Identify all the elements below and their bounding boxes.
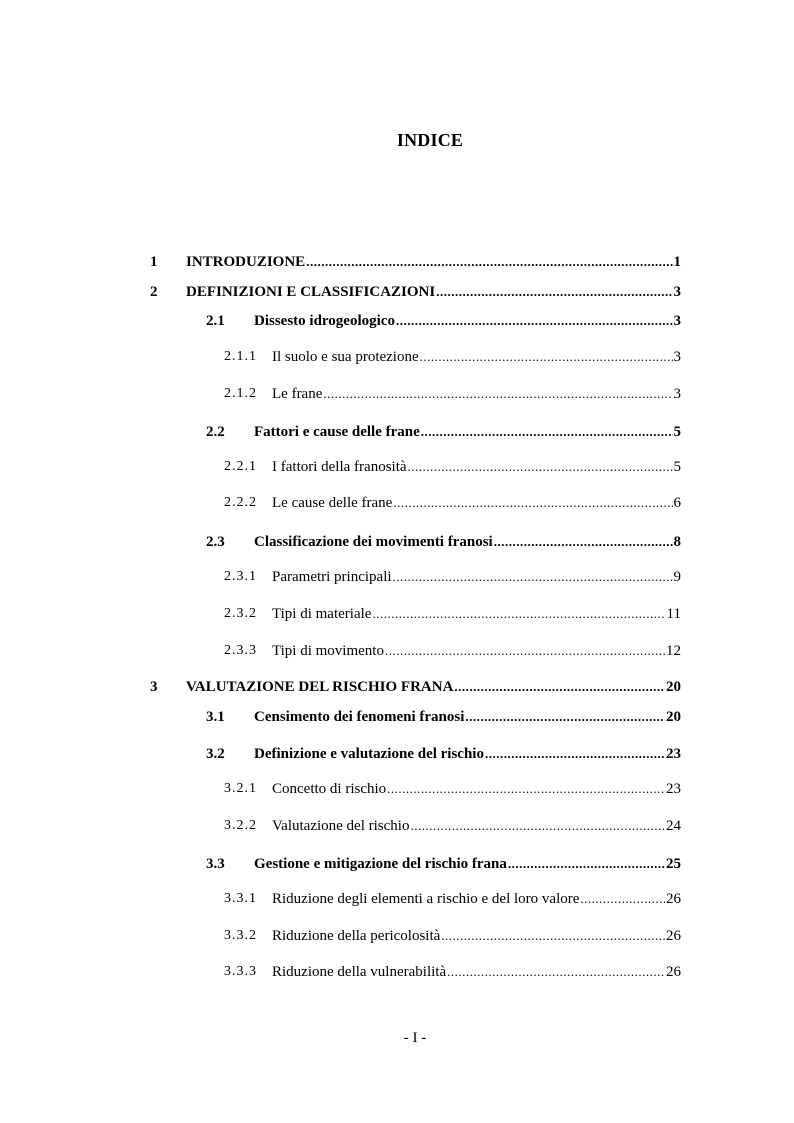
toc-page-number: 12 <box>666 643 681 659</box>
toc-entry-2-2-1[interactable] <box>0 456 794 478</box>
dot-leader <box>387 778 665 800</box>
toc-entry-2-3[interactable] <box>0 531 794 553</box>
toc-label: Riduzione della pericolosità <box>272 928 441 944</box>
toc-number: 3.2.2 <box>224 818 257 833</box>
toc-label: VALUTAZIONE DEL RISCHIO FRANA <box>186 679 454 695</box>
toc-number: 3.1 <box>206 709 225 725</box>
dot-leader <box>396 310 673 332</box>
toc-number: 2.2.1 <box>224 459 257 474</box>
toc-entry-3-3-1[interactable] <box>0 888 794 910</box>
toc-page-number: 24 <box>666 818 681 834</box>
toc-page-number: 11 <box>666 606 681 622</box>
toc-number: 3.3.3 <box>224 964 257 979</box>
toc-entry-2-2[interactable] <box>0 421 794 443</box>
toc-number: 2.1 <box>206 313 225 329</box>
toc-label: Definizione e valutazione del rischio <box>254 746 484 762</box>
toc-number: 2.3.2 <box>224 606 257 621</box>
toc-label: Concetto di rischio <box>272 781 387 797</box>
toc-page-number: 9 <box>673 569 681 585</box>
toc-page-number: 23 <box>666 746 681 762</box>
toc-label: Tipi di materiale <box>272 606 372 622</box>
toc-entry-2-3-2[interactable] <box>0 603 794 625</box>
toc-entry-1[interactable] <box>0 251 794 273</box>
dot-leader <box>485 743 665 765</box>
toc-page-number: 26 <box>666 928 681 944</box>
toc-page-number: 20 <box>666 709 681 725</box>
toc-label: I fattori della franosità <box>272 459 407 475</box>
toc-label: Classificazione dei movimenti franosi <box>254 534 493 550</box>
dot-leader <box>410 815 665 837</box>
toc-number: 2.3.1 <box>224 569 257 584</box>
toc-entry-2-2-2[interactable] <box>0 492 794 514</box>
dot-leader <box>447 961 665 983</box>
toc-entry-3[interactable] <box>0 676 794 698</box>
toc-page-number: 26 <box>666 964 681 980</box>
toc-label: Fattori e cause delle frane <box>254 424 420 440</box>
page-title: INDICE <box>396 130 464 150</box>
toc-label: Tipi di movimento <box>272 643 384 659</box>
toc-label: Gestione e mitigazione del rischio frana <box>254 856 507 872</box>
toc-page-number: 23 <box>666 781 681 797</box>
toc-page-number: 3 <box>673 284 681 300</box>
toc-number: 2.1.1 <box>224 349 257 364</box>
toc-entry-3-2[interactable] <box>0 743 794 765</box>
dot-leader <box>306 251 672 273</box>
toc-page-number: 5 <box>673 459 681 475</box>
toc-label: DEFINIZIONI E CLASSIFICAZIONI <box>186 284 436 300</box>
toc-number: 2.2 <box>206 424 225 440</box>
toc-label: Il suolo e sua protezione <box>272 349 419 365</box>
dot-leader <box>441 925 665 947</box>
toc-entry-3-3-2[interactable] <box>0 925 794 947</box>
toc-label: Le frane <box>272 386 323 402</box>
toc-label: Censimento dei fenomeni franosi <box>254 709 465 725</box>
toc-entry-2-1-1[interactable] <box>0 346 794 368</box>
toc-page-number: 5 <box>673 424 681 440</box>
dot-leader <box>420 346 673 368</box>
toc-entry-3-1[interactable] <box>0 706 794 728</box>
toc-number: 3.3.1 <box>224 891 257 906</box>
toc-entry-3-3[interactable] <box>0 853 794 875</box>
dot-leader <box>465 706 665 728</box>
toc-number: 2.3.3 <box>224 643 257 658</box>
toc-entry-2[interactable] <box>0 281 794 303</box>
toc-entry-2-1[interactable] <box>0 310 794 332</box>
dot-leader <box>580 888 665 910</box>
dot-leader <box>393 566 673 588</box>
toc-page-number: 6 <box>673 495 681 511</box>
dot-leader <box>393 492 672 514</box>
dot-leader <box>436 281 672 303</box>
toc-label: Dissesto idrogeologico <box>254 313 395 329</box>
dot-leader <box>408 456 673 478</box>
toc-entry-2-3-3[interactable] <box>0 640 794 662</box>
dot-leader <box>385 640 665 662</box>
toc-number: 3.2 <box>206 746 225 762</box>
toc-entry-2-3-1[interactable] <box>0 566 794 588</box>
toc-page-number: 3 <box>673 386 681 402</box>
toc-entry-3-2-1[interactable] <box>0 778 794 800</box>
page-footer-number: - I - <box>403 1030 427 1046</box>
dot-leader <box>323 383 672 405</box>
toc-entry-3-2-2[interactable] <box>0 815 794 837</box>
toc-entry-2-1-2[interactable] <box>0 383 794 405</box>
toc-page-number: 26 <box>666 891 681 907</box>
toc-page-number: 25 <box>666 856 681 872</box>
toc-number: 1 <box>150 254 158 270</box>
toc-label: INTRODUZIONE <box>186 254 306 270</box>
toc-label: Riduzione della vulnerabilità <box>272 964 447 980</box>
toc-page-number: 3 <box>673 349 681 365</box>
toc-page-number: 8 <box>673 534 681 550</box>
dot-leader <box>508 853 665 875</box>
dot-leader <box>421 421 673 443</box>
toc-number: 3.2.1 <box>224 781 257 796</box>
toc-entry-3-3-3[interactable] <box>0 961 794 983</box>
toc-label: Le cause delle frane <box>272 495 393 511</box>
dot-leader <box>372 603 665 625</box>
toc-number: 3.3.2 <box>224 928 257 943</box>
toc-number: 3 <box>150 679 158 695</box>
toc-number: 3.3 <box>206 856 225 872</box>
toc-number: 2.1.2 <box>224 386 257 401</box>
toc-page-number: 1 <box>673 254 681 270</box>
toc-label: Parametri principali <box>272 569 392 585</box>
toc-label: Valutazione del rischio <box>272 818 410 834</box>
toc-page-number: 3 <box>673 313 681 329</box>
toc-label: Riduzione degli elementi a rischio e del loro valore <box>272 891 580 907</box>
toc-page-number: 20 <box>666 679 681 695</box>
dot-leader <box>494 531 673 553</box>
toc-number: 2 <box>150 284 158 300</box>
toc-number: 2.3 <box>206 534 225 550</box>
toc-number: 2.2.2 <box>224 495 257 510</box>
dot-leader <box>454 676 665 698</box>
